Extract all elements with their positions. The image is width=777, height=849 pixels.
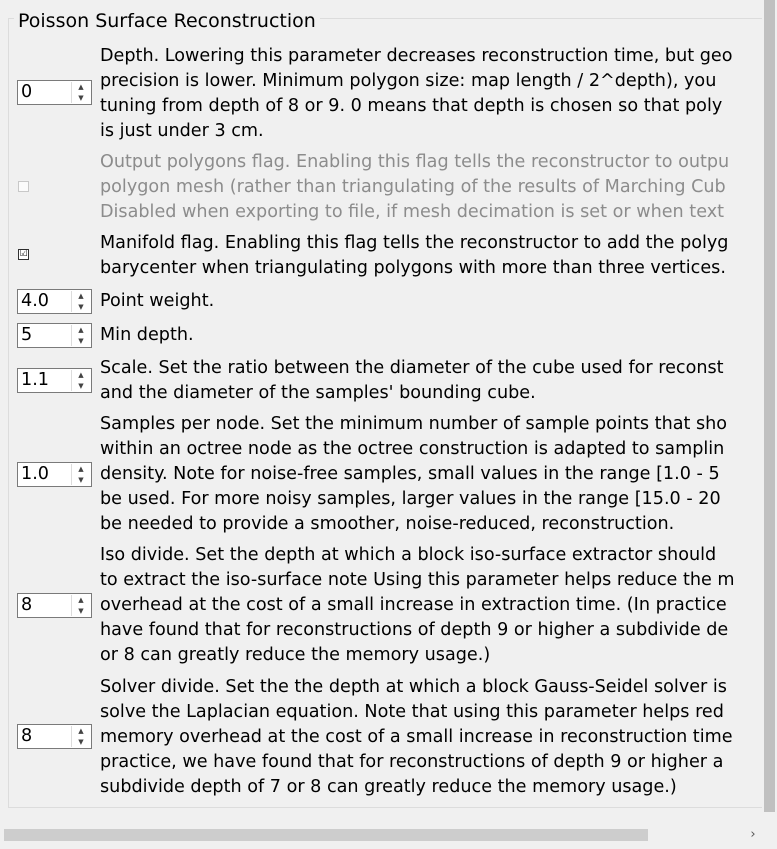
iso-divide-row <box>0 543 762 668</box>
output-polygons-row <box>0 150 762 225</box>
depth-description: Depth. Lowering this parameter decreases reconstruction time, but geo precision is lower. Minimum polygon size: map length / 2^depth), you tuning from depth of 8 or 9. 0 means that depth is chosen so that poly is just under 3 cm. <box>100 46 733 141</box>
min-depth-description: Min depth. <box>100 325 194 345</box>
depth-spin-buttons[interactable] <box>71 82 90 103</box>
horizontal-scroll-thumb[interactable] <box>4 829 648 841</box>
depth-spinbox[interactable] <box>17 80 92 105</box>
iso-divide-spinbox[interactable] <box>17 593 92 618</box>
spin-up-icon[interactable]: ▲ <box>78 465 84 473</box>
spin-up-icon[interactable]: ▲ <box>78 83 84 91</box>
scale-value[interactable]: 1.1 <box>21 370 49 390</box>
spin-up-icon[interactable]: ▲ <box>78 326 84 334</box>
group-title: Poisson Surface Reconstruction <box>14 9 320 33</box>
scale-spin-buttons[interactable] <box>71 370 90 391</box>
horizontal-scrollbar[interactable] <box>0 826 762 844</box>
samples-per-node-spin-buttons[interactable] <box>71 464 90 485</box>
solver-divide-value[interactable]: 8 <box>21 726 33 746</box>
min-depth-spin-buttons[interactable] <box>71 325 90 346</box>
manifold-checkbox[interactable]: ☑ <box>19 249 28 259</box>
vertical-scrollbar[interactable] <box>762 0 777 822</box>
spin-up-icon[interactable]: ▲ <box>78 371 84 379</box>
spin-down-icon[interactable]: ▼ <box>78 738 84 746</box>
scale-description: Scale. Set the ratio between the diameter of the cube used for reconst and the diameter of the samples' bounding cube. <box>100 358 724 403</box>
samples-per-node-spinbox[interactable] <box>17 462 92 487</box>
iso-divide-spin-buttons[interactable] <box>71 595 90 616</box>
samples-per-node-description: Samples per node. Set the minimum number of sample points that sho within an octree node as the octree construction is adapted to samplin density. Note for noise-free samples, small values in the range [1.0 - 5 be used. For more noisy samples, larger values in the range [15.0 - 20 be needed to provide a smoother, noise-reduced, reconstruction. <box>100 414 728 534</box>
spin-up-icon[interactable]: ▲ <box>78 596 84 604</box>
samples-per-node-row <box>0 412 762 537</box>
min-depth-row <box>0 323 762 348</box>
output-polygons-checkbox[interactable] <box>18 181 29 192</box>
depth-row <box>0 44 762 144</box>
point-weight-spin-buttons[interactable] <box>71 291 90 312</box>
solver-divide-spin-buttons[interactable] <box>71 726 90 747</box>
iso-divide-description: Iso divide. Set the depth at which a block iso-surface extractor should to extract the iso-surface note Using this parameter helps reduce the m overhead at the cost of a small increase in extraction time. (In practice have found that for reconstructions of depth 9 or higher a subdivide de or 8 can greatly reduce the memory usage.) <box>100 545 735 665</box>
scrollbar-corner <box>762 826 777 844</box>
spin-down-icon[interactable]: ▼ <box>78 94 84 102</box>
point-weight-value[interactable]: 4.0 <box>21 291 49 311</box>
output-polygons-description: Output polygons flag. Enabling this flag tells the reconstructor to outpu polygon mesh (rather than triangulating of the results of Marching Cub Disabled when exporting to file, if mesh decimation is set or when text <box>100 152 730 222</box>
vertical-scroll-thumb[interactable] <box>764 0 775 812</box>
solver-divide-description: Solver divide. Set the the depth at which a block Gauss-Seidel solver is solve the Laplacian equation. Note that using this parameter helps red memory overhead at the cost of a small increase in reconstruction time practice, we have found that for reconstructions of depth 9 or higher a subdivide depth of 7 or 8 can greatly reduce the memory usage.) <box>100 677 733 797</box>
min-depth-value[interactable]: 5 <box>21 325 33 345</box>
scale-spinbox[interactable] <box>17 368 92 393</box>
spin-down-icon[interactable]: ▼ <box>78 337 84 345</box>
min-depth-spinbox[interactable] <box>17 323 92 348</box>
spin-down-icon[interactable]: ▼ <box>78 382 84 390</box>
manifold-row <box>0 231 762 281</box>
spin-up-icon[interactable]: ▲ <box>78 727 84 735</box>
spin-up-icon[interactable]: ▲ <box>78 292 84 300</box>
samples-per-node-value[interactable]: 1.0 <box>21 464 49 484</box>
scale-row <box>0 356 762 406</box>
iso-divide-value[interactable]: 8 <box>21 595 33 615</box>
spin-down-icon[interactable]: ▼ <box>78 303 84 311</box>
spin-down-icon[interactable]: ▼ <box>78 476 84 484</box>
chevron-right-icon[interactable]: › <box>750 827 756 842</box>
manifold-description: Manifold flag. Enabling this flag tells the reconstructor to add the polyg barycenter when triangulating polygons with more than three vertices. <box>100 233 729 278</box>
depth-value[interactable]: 0 <box>21 82 33 102</box>
point-weight-row <box>0 289 762 314</box>
point-weight-description: Point weight. <box>100 291 215 311</box>
point-weight-spinbox[interactable] <box>17 289 92 314</box>
spin-down-icon[interactable]: ▼ <box>78 607 84 615</box>
solver-divide-row <box>0 675 762 800</box>
solver-divide-spinbox[interactable] <box>17 724 92 749</box>
